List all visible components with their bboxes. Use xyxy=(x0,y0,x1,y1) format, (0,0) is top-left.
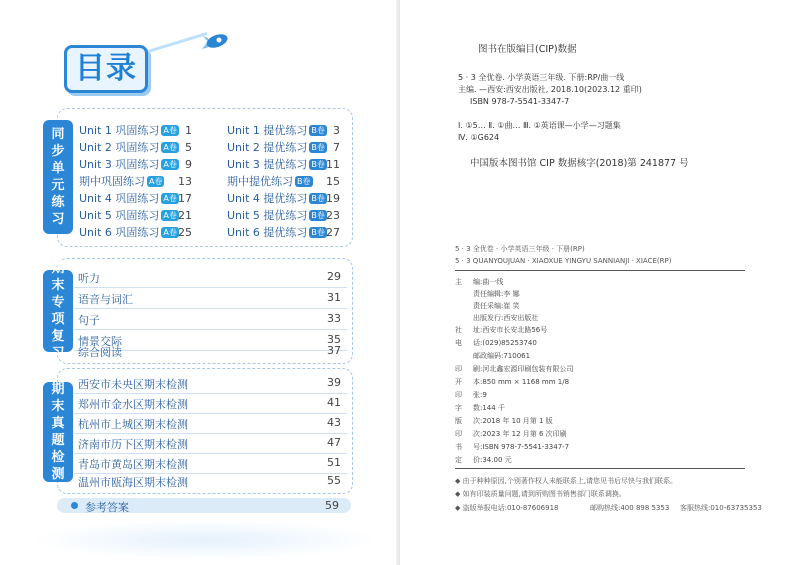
info-postcode: 邮政编码:710061 xyxy=(473,352,531,360)
page-number: 17 xyxy=(178,192,192,205)
toc-item-unit5-b[interactable]: Unit 5 提优练习 B卷 xyxy=(227,209,325,222)
page-number: 7 xyxy=(333,141,340,154)
toc-item-zhengzhou[interactable]: 郑州市金水区期末检测 41 xyxy=(74,392,347,414)
page-number: 19 xyxy=(326,192,340,205)
page-number: 3 xyxy=(333,124,340,137)
bullet-icon xyxy=(71,502,78,509)
page-number: 27 xyxy=(326,226,340,239)
page-number: 25 xyxy=(178,226,192,239)
badge-a: A卷 xyxy=(163,143,177,152)
cip-line: 主编. —西安:西安出版社, 2018.10(2023.12 重印) xyxy=(458,85,642,94)
contact-mail-order: 邮购热线:400 898 5353 xyxy=(590,504,670,512)
divider xyxy=(455,270,745,271)
divider xyxy=(455,468,745,469)
class-line: Ⅳ. ①G624 xyxy=(458,133,500,142)
toc-item-unit1-a[interactable]: Unit 1 巩固练习 A卷 xyxy=(79,124,177,137)
badge-b: B卷 xyxy=(311,228,325,237)
toc-title: 目录 xyxy=(75,51,137,86)
rocket-icon xyxy=(200,30,230,52)
toc-item-dialogue[interactable]: 情景交际 35 xyxy=(74,329,347,351)
info-editor: 主 编:曲一线 xyxy=(455,278,504,286)
toc-item-unit2-a[interactable]: Unit 2 巩固练习 A卷 xyxy=(79,141,177,154)
badge-a: A卷 xyxy=(163,160,177,169)
page-number: 21 xyxy=(178,209,192,222)
toc-item-xian[interactable]: 西安市未央区期末检测 39 xyxy=(74,372,347,394)
toc-item-wenzhou[interactable]: 温州市瓯海区期末检测 55 xyxy=(78,474,341,489)
section-label-sync: 同步单元练习 xyxy=(43,120,73,234)
info-printer: 印 刷:河北鑫宏源印刷包装有限公司 xyxy=(455,365,574,373)
toc-item-unit5-a[interactable]: Unit 5 巩固练习 A卷 xyxy=(79,209,177,222)
badge-a: A卷 xyxy=(163,228,177,237)
page-number: 11 xyxy=(326,158,340,171)
section-label-review: 期末专项复习 xyxy=(43,270,73,352)
toc-item-unit4-b[interactable]: Unit 4 提优练习 B卷 xyxy=(227,192,325,205)
badge-b: B卷 xyxy=(311,160,325,169)
notice-quality: ◆ 如有印装质量问题,请到所购图书销售部门联系调换。 xyxy=(455,490,626,498)
toc-item-vocab[interactable]: 语音与词汇 31 xyxy=(74,287,347,309)
info-wordcount: 字 数:144 千 xyxy=(455,404,505,412)
badge-a: A卷 xyxy=(149,177,163,186)
toc-item-unit4-a[interactable]: Unit 4 巩固练习 A卷 xyxy=(79,192,177,205)
toc-item-midterm-a[interactable]: 期中巩固练习 A卷 xyxy=(79,175,163,188)
badge-a: A卷 xyxy=(163,211,177,220)
decorative-glow xyxy=(30,520,380,560)
book-title-cn: 5 · 3 全优卷 · 小学英语三年级 · 下册(RP) xyxy=(455,245,585,253)
info-sheets: 印 张:9 xyxy=(455,391,487,399)
toc-item-sentences[interactable]: 句子 33 xyxy=(74,308,347,330)
badge-b: B卷 xyxy=(311,126,325,135)
toc-item-qingdao[interactable]: 青岛市黄岛区期末检测 51 xyxy=(74,452,347,474)
toc-item-hangzhou[interactable]: 杭州市上城区期末检测 43 xyxy=(74,412,347,434)
page-number: 13 xyxy=(178,175,192,188)
toc-item-unit2-b[interactable]: Unit 2 提优练习 B卷 xyxy=(227,141,325,154)
toc-title-box xyxy=(64,45,148,93)
info-printing: 印 次:2023 年 12 月第 6 次印刷 xyxy=(455,430,567,438)
info-acq-editor: 责任采编:崔 笑 xyxy=(473,302,520,310)
book-title-pinyin: 5 · 3 QUANYOUJUAN · XIAOXUE YINGYU SANNIANJI · XIACE(RP) xyxy=(455,257,672,265)
badge-b: B卷 xyxy=(311,194,325,203)
rocket-trail xyxy=(148,32,208,53)
cip-line: ISBN 978-7-5541-3347-7 xyxy=(470,97,570,106)
info-phone: 电 话:(029)85253740 xyxy=(455,339,537,347)
toc-item-reading[interactable]: 综合阅读 37 xyxy=(78,344,341,359)
cip-line: 5 · 3 全优卷. 小学英语三年级. 下册:RP/曲一线 xyxy=(458,73,625,82)
toc-item-unit3-b[interactable]: Unit 3 提优练习 B卷 xyxy=(227,158,325,171)
toc-item-unit6-a[interactable]: Unit 6 巩固练习 A卷 xyxy=(79,226,177,239)
toc-item-jinan[interactable]: 济南市历下区期末检测 47 xyxy=(74,432,347,454)
toc-item-listening[interactable]: 听力 29 xyxy=(74,266,347,288)
notice-copyright: ◆ 由于种种原因,个别著作权人未能联系上,请您见书后尽快与我们联系。 xyxy=(455,477,678,485)
toc-item-answers[interactable]: 参考答案 59 xyxy=(57,498,351,513)
contact-piracy: ◆ 盗版举报电话:010-87606918 xyxy=(455,504,559,512)
cip-title: 图书在版编目(CIP)数据 xyxy=(478,44,577,55)
page-number: 9 xyxy=(185,158,192,171)
cip-number: 中国版本图书馆 CIP 数据核字(2018)第 241877 号 xyxy=(470,158,689,169)
info-address: 社 址:西安市长安北路56号 xyxy=(455,326,548,334)
info-isbn: 书 号:ISBN 978-7-5541-3347-7 xyxy=(455,443,570,451)
badge-a: A卷 xyxy=(163,126,177,135)
class-line: Ⅰ. ①5… Ⅱ. ①曲… Ⅲ. ①英语课—小学—习题集 xyxy=(458,121,621,130)
info-edition: 版 次:2018 年 10 月第 1 版 xyxy=(455,417,553,425)
page-number: 15 xyxy=(326,175,340,188)
toc-item-midterm-b[interactable]: 期中提优练习 B卷 xyxy=(227,175,311,188)
badge-b: B卷 xyxy=(297,177,311,186)
info-resp-editor: 责任编辑:李 娜 xyxy=(473,290,520,298)
badge-b: B卷 xyxy=(311,143,325,152)
info-price: 定 价:34.00 元 xyxy=(455,456,512,464)
badge-b: B卷 xyxy=(311,211,325,220)
contact-service: 客服热线:010-63735353 xyxy=(680,504,762,512)
info-format: 开 本:850 mm × 1168 mm 1/8 xyxy=(455,378,570,386)
page-number: 23 xyxy=(326,209,340,222)
page-number: 5 xyxy=(185,141,192,154)
section-label-exams: 期末真题检测 xyxy=(43,382,73,482)
page-number: 1 xyxy=(185,124,192,137)
info-publisher: 出版发行:西安出版社 xyxy=(473,314,539,322)
toc-item-unit1-b[interactable]: Unit 1 提优练习 B卷 xyxy=(227,124,325,137)
badge-a: A卷 xyxy=(163,194,177,203)
toc-item-unit6-b[interactable]: Unit 6 提优练习 B卷 xyxy=(227,226,325,239)
toc-item-unit3-a[interactable]: Unit 3 巩固练习 A卷 xyxy=(79,158,177,171)
